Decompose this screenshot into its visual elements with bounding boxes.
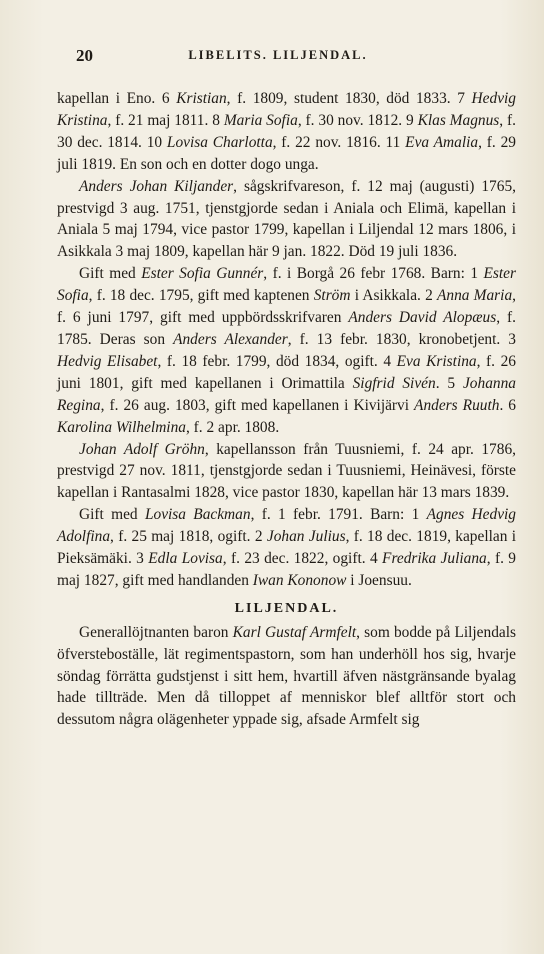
paragraph [57,622,516,732]
text-run: . 6 [499,396,516,414]
italic-name: Karl Gustaf Armfelt [232,623,357,641]
italic-name: Iwan Kononow [252,571,347,589]
italic-name: Eva Amalia [405,133,479,151]
text-run: i Joensuu. [346,571,412,589]
section-heading: LILJENDAL. [234,600,339,616]
text-run: , f. 13 febr. 1830, kronobetjent. 3 [287,330,517,348]
text-run: i Asikkala. 2 [350,287,437,305]
text-run: , f. 2 apr. 1808. [185,418,280,436]
italic-name: Sigfrid Sivén [352,374,436,392]
italic-name: Anders Alexander [173,330,288,348]
text-run: Gift med [79,265,142,283]
text-run: , f. 1785. Deras son [57,309,516,348]
text-run: , f. 29 juli 1819. En son och en dotter dogo unga. [57,133,516,173]
text-run: , f. i Borgå 26 febr 1768. Barn: 1 [263,265,484,283]
text-run: , f. 6 juni 1797, gift med uppbördsskrifvaren [57,287,517,327]
italic-name: Eva Kristina [396,352,477,370]
text-run: , f. 18 febr. 1799, död 1834, ogift. 4 [157,352,397,370]
italic-name: Ester Sofia Gunnér [141,265,264,283]
text-run: , f. 1809, student 1830, död 1833. 7 [226,90,472,107]
paragraph [57,439,516,505]
text-run: Gift med [79,506,145,524]
text-run: kapellan i Eno. 6 [57,90,177,107]
text-run: , f. 9 maj 1827, gift med handlanden [57,550,517,589]
italic-name: Agnes Hedvig Adolfina [57,506,516,546]
text-run: , som bodde på Liljendals öfversteboställe, lät regimentspastorn, som han underhöll hos sig, hvarje söndag förrätta gudstjenst i sitt hem, hvartill äfven nästgränsande byalag hade tillträde. Men då tilloppet af menniskor blef alltför stort och dessutom några olägenheter yppade sig, afsade Armfelt sig [57,623,516,729]
paragraph [57,504,516,592]
text-run: , f. 18 dec. 1819, kapellan i Pieksämäki. 3 [57,528,517,568]
text-run: , f. 26 aug. 1803, gift med kapellanen i Kivijärvi [100,396,415,414]
text-run: , f. 23 dec. 1822, ogift. 4 [222,550,383,568]
text-run: , kapellansson från Tuusniemi, f. 24 apr. 1786, prestvigd 27 nov. 1811, tjenstgjorde sedan i Tuusniemi, Heinävesi, förste kapellan i Rantasalmi 1828, vice pastor 1830, kapellan här 13 mars 1839. [57,440,516,502]
italic-name: Anders David Alopæus [348,309,497,327]
italic-name: Anna Maria [436,287,513,305]
italic-name: Johan Julius [266,528,346,546]
page-number: 20 [76,46,93,65]
italic-name: Ström [313,287,351,305]
italic-name: Karolina Wilhelmina [57,418,186,436]
text-run: , f. 25 maj 1818, ogift. 2 [110,528,267,546]
text-run: , f. 22 nov. 1816. 11 [272,133,406,151]
text-run: . 5 [435,374,463,392]
text-run: , sågskrifvareson, f. 12 maj (augusti) 1765, prestvigd 3 aug. 1751, tjenstgjorde sedan i Aniala och Elimä, kapellan i Aniala 5 maj 1794, vice pastor 1799, kapellan i Liljendal 12 mars 1806, i Asikkala 3 maj 1809, kapellan här 9 jan. 1822. Död 19 juli 1836. [57,177,516,261]
italic-name: Klas Magnus [417,111,500,129]
italic-name: Ester Sofia [57,265,516,305]
italic-name: Lovisa Backman [144,506,251,524]
paragraph [57,263,516,438]
italic-name: Fredrika Juliana [382,550,487,568]
italic-name: Kristian [176,90,227,107]
italic-name: Anders Johan Kiljander [79,177,234,195]
paragraph [57,88,516,176]
italic-name: Edla Lovisa [148,550,223,568]
page-header [76,46,480,70]
italic-name: Hedvig Elisabet [57,352,158,370]
text-run: , f. 30 nov. 1812. 9 [297,111,418,129]
italic-name: Lovisa Charlotta [166,133,273,151]
italic-name: Maria Sofia [223,111,298,129]
text-run: , f. 26 juni 1801, gift med kapellanen i Orimattila [57,352,516,392]
italic-name: Hedvig Kristina [57,90,516,129]
running-head: LIBELITS. LILJENDAL. [188,48,368,62]
italic-name: Anders Ruuth [414,396,500,414]
page-body [57,88,516,731]
italic-name: Johanna Regina [57,374,516,414]
text-run: , f. 1 febr. 1791. Barn: 1 [250,506,427,524]
text-run: Generallöjtnanten baron [79,623,233,641]
text-run: , f. 21 maj 1811. 8 [107,111,224,129]
text-run: , f. 30 dec. 1814. 10 [57,111,516,151]
paragraph [57,176,516,264]
italic-name: Johan Adolf Gröhn [79,440,205,458]
text-run: , f. 18 dec. 1795, gift med kaptenen [88,287,314,305]
